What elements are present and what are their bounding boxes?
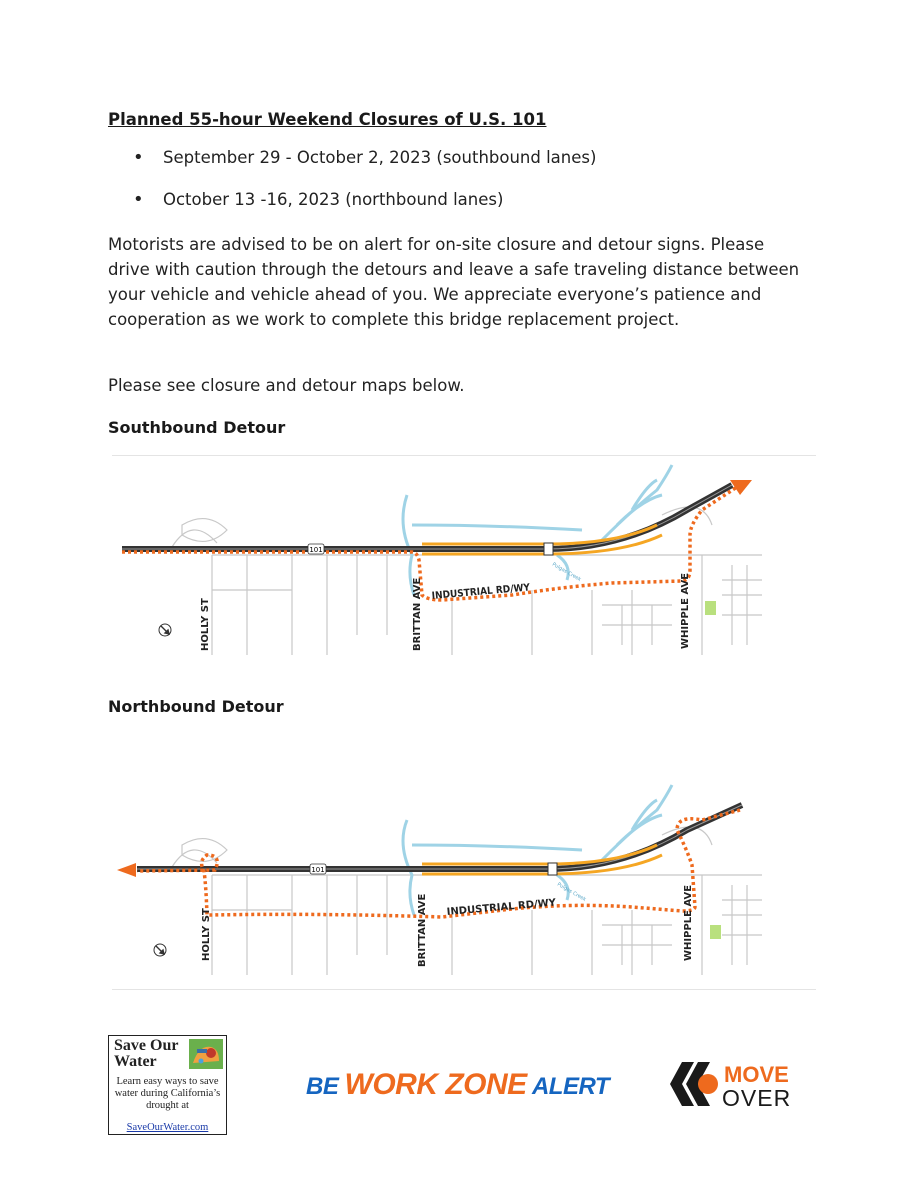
whipple-label: WHIPPLE AVE <box>680 572 691 649</box>
advisory-paragraph: Motorists are advised to be on alert for on-site closure and detour signs. Please drive with caution through the detours and leave a safe traveling distance between your vehicle and vehicle ahead of you. We appreciate everyone’s patience and cooperation as we work to complete this bridge replacement project. <box>108 235 800 329</box>
page-title: Planned 55-hour Weekend Closures of U.S. 101 <box>108 110 547 129</box>
over-text: OVER <box>722 1085 792 1110</box>
holly-label: HOLLY ST <box>201 908 212 961</box>
whipple-label: WHIPPLE AVE <box>683 884 694 961</box>
chevron-icon <box>670 1062 718 1106</box>
industrial-label: INDUSTRIAL RD/WY <box>431 582 531 602</box>
save-our-water-logo <box>108 1035 227 1135</box>
north-arrow-icon <box>159 624 171 636</box>
be-work-zone-alert-logo <box>306 1068 609 1102</box>
northbound-shield: 101 <box>311 866 325 874</box>
closure-northbound: • October 13 -16, 2023 (northbound lanes) <box>133 190 596 232</box>
northbound-map <box>112 775 816 990</box>
move-over-logo <box>668 1058 813 1110</box>
bwza-work-zone: WORK ZONE <box>344 1068 527 1101</box>
brittan-label: BRITTAN AVE <box>417 893 428 967</box>
move-text: MOVE <box>724 1062 789 1087</box>
closure-southbound: • September 29 - October 2, 2023 (southbound lanes) <box>133 148 596 190</box>
northbound-heading: Northbound Detour <box>108 697 284 716</box>
holly-label: HOLLY ST <box>200 598 211 651</box>
see-maps-text: Please see closure and detour maps below. <box>108 376 465 395</box>
closure-list <box>133 148 596 232</box>
brittan-label: BRITTAN AVE <box>412 577 423 651</box>
southbound-map <box>112 455 816 655</box>
sow-link[interactable]: SaveOurWater.com <box>126 1122 209 1133</box>
southbound-shield: 101 <box>309 546 323 554</box>
sow-title: Save Our Water <box>114 1037 179 1070</box>
north-arrow-icon <box>154 944 166 956</box>
creek-label: Pulgas Creek <box>556 881 588 903</box>
water-faucet-icon <box>189 1039 223 1069</box>
bwza-alert: ALERT <box>526 1073 610 1100</box>
southbound-heading: Southbound Detour <box>108 418 286 437</box>
bwza-be: BE <box>306 1073 345 1100</box>
sow-text: Learn easy ways to save water during California’s drought at <box>114 1076 221 1111</box>
industrial-label: INDUSTRIAL RD/WY <box>446 897 557 918</box>
creek-label: Pulgas Creek <box>551 561 583 583</box>
